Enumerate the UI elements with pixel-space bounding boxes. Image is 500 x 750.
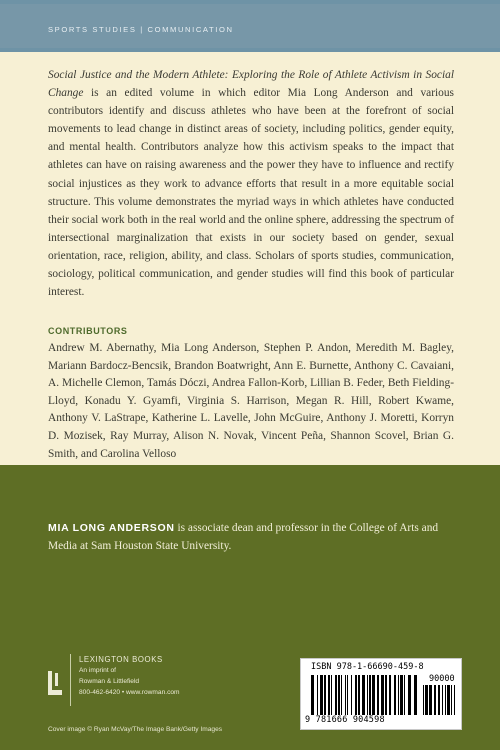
lexington-logo-icon bbox=[48, 671, 62, 695]
barcode bbox=[300, 658, 462, 730]
contributors-heading: CONTRIBUTORS bbox=[48, 326, 128, 336]
ean-digits: 9 781666 904598 bbox=[305, 715, 385, 725]
author-bio bbox=[48, 520, 468, 556]
cover-image-credit: Cover image © Ryan McVay/The Image Bank/Getty Images bbox=[48, 726, 223, 733]
publisher-name: LEXINGTON BOOKS bbox=[79, 655, 163, 664]
publisher-divider bbox=[70, 654, 71, 706]
isbn-label: ISBN 978-1-66690-459-8 bbox=[311, 662, 424, 672]
book-description bbox=[48, 66, 454, 301]
publisher-contact: 800-462-6420 • www.rowman.com bbox=[79, 689, 180, 696]
author-bio-text: is associate dean and professor in the College of Arts and Media at Sam Houston State University. bbox=[48, 522, 439, 552]
header-band bbox=[0, 0, 500, 52]
subject-category: SPORTS STUDIES | COMMUNICATION bbox=[48, 25, 234, 34]
book-title: Social Justice and the Modern Athlete: Exploring the Role of Athlete Activism in Social Change bbox=[48, 69, 454, 100]
contributors-list: Andrew M. Abernathy, Mia Long Anderson, Stephen P. Andon, Meredith M. Bagley, Mariann Bardocz-Bencsik, Brandon Boatwright, Ann E. Burnette, Anthony C. Cavaiani, A. Michelle Clemon, Tamás Dóczi, Andrea Fallon-Korb, Lillian B. Feder, Beth Fielding-Lloyd, Konadu Y. Gyamfi, Virginia S. Harrison, Megan R. Hill, Robert Kwame, Anthony V. LaStrape, Katherine L. Lavelle, John McGuire, Anthony J. Moretti, Korryn D. Mozisek, Ray Murray, Alison N. Novak, Vincent Peña, Shannon Scovel, Brian G. Smith, and Carolina Velloso bbox=[48, 342, 454, 460]
publisher-imprint-line: An imprint of bbox=[79, 667, 117, 674]
publisher-parent: Rowman & Littlefield bbox=[79, 678, 140, 685]
price-code: 90000 bbox=[429, 674, 455, 684]
price-barcode-bars bbox=[423, 685, 455, 715]
ean-barcode-bars bbox=[311, 675, 417, 715]
publisher-block bbox=[79, 654, 180, 698]
author-name: MIA LONG ANDERSON bbox=[48, 522, 175, 534]
description-text: is an edited volume in which editor Mia Long Anderson and various contributors identify and discuss athletes who have been at the forefront of social movements to lead change in distinct areas of society, including politics, gender equity, and mental health. Contributors analyze how this activism speaks to the impact that athletes can have on raising awareness and the power they have to influence and rectify social injustices as they work to advance efforts that result in a more equitable social structure. This volume demonstrates the myriad ways in which athletes have conducted their social work both in the real world and the online sphere, addressing the spectrum of intersectional marginalization that exists in our society based on gender, sexual orientation, race, religion, ability, and class. Scholars of sports studies, communication, sociology, political communication, and gender studies will find this book of particular interest. bbox=[48, 87, 454, 299]
